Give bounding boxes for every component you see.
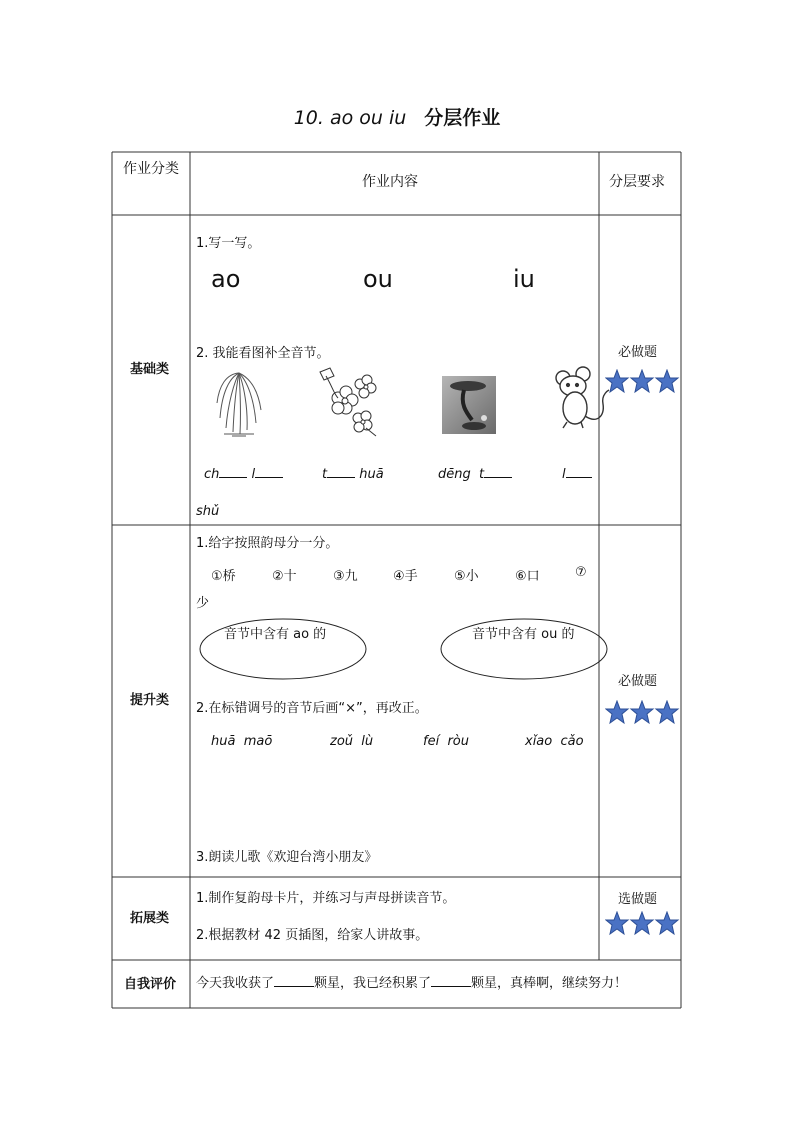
extend-stars — [605, 911, 681, 937]
improve-category: 提升类 — [130, 693, 170, 708]
desk-lamp-icon — [442, 376, 496, 434]
oval-ao-label: 音节中含有 ao 的 — [224, 627, 327, 642]
willow-tree-icon — [214, 368, 264, 438]
basic-q2: 2. 我能看图补全音节。 — [196, 346, 330, 361]
improve-stars — [605, 700, 681, 726]
char-7: ⑦ — [575, 565, 587, 580]
blank-lao: l — [562, 465, 592, 482]
char-1: ①桥 — [211, 569, 236, 584]
header-content: 作业内容 — [362, 174, 418, 190]
flowers-icon — [316, 366, 380, 438]
improve-q2: 2.在标错调号的音节后画“×”，再改正。 — [196, 701, 428, 716]
blank-dengtai: dēng t — [438, 465, 512, 482]
pinyin-3: feí ròu — [423, 734, 469, 749]
self-eval-part2: 颗星，我已经积累了 — [314, 976, 432, 991]
improve-q3: 3.朗读儿歌《欢迎台湾小朋友》 — [196, 850, 378, 865]
pinyin-1: huā maō — [211, 734, 273, 749]
char-2: ②十 — [272, 569, 297, 584]
char-6: ⑥口 — [515, 569, 540, 584]
pinyin-4: xǐao cǎo — [525, 734, 584, 749]
blank-taohua: t huā — [322, 467, 384, 482]
header-category: 作业分类 — [123, 161, 179, 177]
letter-iu: iu — [513, 265, 535, 293]
self-eval-text — [196, 972, 627, 991]
self-eval-part3: 颗星，真棒啊，继续努力！ — [471, 976, 628, 991]
basic-level: 必做题 — [618, 345, 658, 360]
extend-level: 选做题 — [618, 892, 658, 907]
oval-ou-label: 音节中含有 ou 的 — [472, 627, 575, 642]
self-eval-part1: 今天我收获了 — [196, 976, 275, 991]
basic-stars — [605, 369, 681, 395]
mouse-icon — [553, 366, 611, 430]
basic-q1: 1.写一写。 — [196, 236, 261, 251]
letter-ou: ou — [363, 265, 393, 293]
improve-q1: 1.给字按照韵母分一分。 — [196, 536, 339, 551]
extend-q1: 1.制作复韵母卡片，并练习与声母拼读音节。 — [196, 891, 456, 906]
improve-level: 必做题 — [618, 674, 658, 689]
char-4: ④手 — [393, 569, 418, 584]
self-eval-blank-1[interactable] — [274, 974, 314, 987]
self-eval-category: 自我评价 — [124, 977, 177, 992]
self-eval-blank-2[interactable] — [431, 974, 471, 987]
char-5: ⑤小 — [454, 569, 479, 584]
char-7-text: 少 — [196, 596, 210, 611]
title-pinyin: 10. ao ou iu — [293, 107, 407, 129]
title-text: 分层作业 — [424, 107, 501, 129]
extend-category: 拓展类 — [130, 911, 170, 926]
header-level: 分层要求 — [609, 174, 665, 190]
char-3: ③九 — [333, 569, 358, 584]
blank-shu: shǔ — [196, 504, 220, 519]
extend-q2: 2.根据教材 42 页插图，给家人讲故事。 — [196, 928, 429, 943]
basic-category: 基础类 — [130, 362, 170, 377]
pinyin-2: zoǔ lù — [330, 734, 374, 749]
letter-ao: ao — [211, 265, 241, 293]
blank-chliu: ch l — [204, 465, 283, 482]
